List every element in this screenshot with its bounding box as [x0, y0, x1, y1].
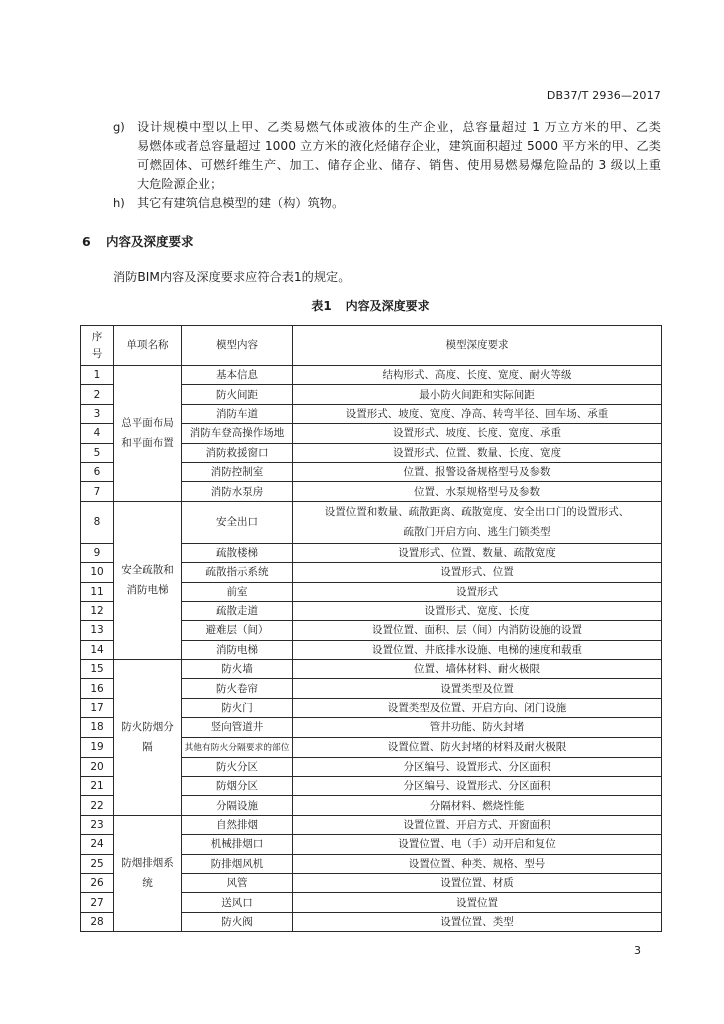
row-number-cell [81, 424, 114, 443]
model-content-cell [182, 854, 293, 873]
row-number-cell [81, 462, 114, 481]
row-number: 4 [93, 427, 101, 440]
model-content-cell [182, 679, 293, 698]
standard-code: DB37/T 2936—2017 [546, 89, 661, 102]
model-content: 安全出口 [216, 516, 258, 529]
model-content: 消防水泵房 [210, 485, 264, 498]
row-number: 28 [90, 915, 104, 928]
row-number: 27 [90, 896, 104, 909]
model-content: 防火门 [221, 702, 253, 715]
row-number: 14 [90, 643, 104, 656]
depth-requirement: 设置位置、面积、层（间）内消防设施的设置 [371, 624, 582, 637]
depth-requirement: 设置位置和数量、疏散距离、疏散宽度、安全出口门的设置形式、疏散门开启方向、逃生门锁类型 [324, 505, 630, 539]
model-content-cell [182, 873, 293, 892]
row-number: 12 [90, 605, 104, 618]
depth-requirement: 设置位置、材质 [440, 877, 514, 890]
depth-requirement: 设置位置、防火封堵的材料及耐火极限 [387, 741, 567, 754]
row-number: 17 [90, 702, 104, 715]
row-number-cell [81, 737, 114, 757]
list-item-line: 其它有建筑信息模型的建（构）筑物。 [137, 196, 345, 210]
depth-requirement-cell [293, 873, 662, 892]
list-item-line: 设计规模中型以上甲、乙类易燃气体或液体的生产企业，总容量超过 1 万立方米的甲、乙类 [137, 120, 661, 134]
row-number-cell [81, 873, 114, 892]
list-item-h [113, 194, 661, 213]
depth-requirement: 设置形式、坡度、宽度、净高、转弯半径、回车场、承重 [345, 407, 609, 420]
model-content: 消防车道 [216, 407, 258, 420]
row-number: 16 [90, 682, 104, 695]
depth-requirement-cell [293, 366, 662, 385]
column-header-item [114, 326, 182, 366]
item-name: 总平面布局和平面布置 [121, 417, 174, 450]
depth-requirement-cell [293, 679, 662, 698]
model-content: 消防救援窗口 [205, 446, 269, 459]
model-content: 疏散楼梯 [216, 546, 258, 559]
table-title: 内容及深度要求 [345, 299, 430, 313]
depth-requirement-cell [293, 482, 662, 501]
model-content: 自然排烟 [216, 819, 258, 831]
depth-requirement: 结构形式、高度、长度、宽度、耐火等级 [382, 369, 572, 382]
row-number-cell [81, 601, 114, 620]
column-header-no-label: 序号 [91, 330, 103, 360]
depth-requirement-cell [293, 601, 662, 620]
row-number-cell [81, 366, 114, 385]
row-number-cell [81, 443, 114, 462]
depth-requirement-cell [293, 582, 662, 601]
table-label: 表1 [311, 299, 332, 313]
table-row [81, 815, 662, 834]
model-content-cell [182, 621, 293, 640]
depth-requirement-cell [293, 660, 662, 679]
depth-requirement-cell [293, 698, 662, 717]
depth-requirement-cell [293, 424, 662, 443]
depth-requirement-cell [293, 621, 662, 640]
column-header-depth-label: 模型深度要求 [445, 339, 509, 351]
depth-requirement-cell [293, 543, 662, 562]
model-content: 消防车登高操作场地 [189, 427, 285, 440]
list-marker: h) [113, 196, 125, 210]
depth-requirement: 分区编号、设置形式、分区面积 [403, 780, 551, 793]
row-number: 25 [90, 857, 104, 870]
model-content: 其他有防火分隔要求的部位 [184, 742, 290, 753]
row-number-cell [81, 385, 114, 404]
model-content-cell [182, 404, 293, 423]
model-content: 疏散走道 [216, 605, 258, 618]
model-content-cell [182, 737, 293, 757]
item-name: 安全疏散和消防电梯 [121, 564, 174, 597]
row-number: 9 [93, 546, 101, 559]
depth-requirement-cell [293, 777, 662, 796]
depth-requirement: 设置形式、位置、数量、长度、宽度 [392, 446, 561, 459]
row-number-cell [81, 404, 114, 423]
item-name-cell [114, 501, 182, 659]
column-header-depth [293, 326, 662, 366]
requirements-table-wrapper [80, 325, 662, 932]
model-content-cell [182, 640, 293, 659]
item-name: 防火防烟分隔 [121, 721, 174, 754]
section-number: 6 [82, 234, 91, 249]
table-row [81, 660, 662, 679]
depth-requirement: 设置类型及位置、开启方向、闭门设施 [387, 702, 567, 715]
model-content: 竖向管道井 [210, 721, 264, 734]
row-number: 11 [90, 585, 104, 598]
model-content: 避难层（间） [205, 624, 269, 637]
row-number-cell [81, 582, 114, 601]
depth-requirement: 位置、报警设备规格型号及参数 [403, 466, 551, 479]
depth-requirement: 设置形式、位置、数量、疏散宽度 [398, 546, 556, 559]
model-content: 风管 [226, 877, 248, 890]
model-content-cell [182, 698, 293, 717]
depth-requirement-cell [293, 737, 662, 757]
depth-requirement: 设置位置、类型 [440, 915, 514, 928]
model-content: 防火阀 [221, 915, 253, 928]
model-content: 消防电梯 [216, 643, 258, 656]
model-content: 防烟分区 [216, 780, 258, 793]
model-content-cell [182, 796, 293, 815]
row-number-cell [81, 482, 114, 501]
model-content-cell [182, 501, 293, 543]
model-content-cell [182, 443, 293, 462]
row-number-cell [81, 660, 114, 679]
model-content-cell [182, 563, 293, 582]
model-content-cell [182, 385, 293, 404]
model-content: 分隔设施 [216, 799, 258, 812]
row-number: 13 [90, 624, 104, 637]
table-row [81, 501, 662, 543]
row-number-cell [81, 640, 114, 659]
model-content: 防火间距 [216, 388, 258, 401]
row-number: 6 [93, 466, 101, 479]
row-number: 18 [90, 721, 104, 734]
row-number-cell [81, 698, 114, 717]
row-number-cell [81, 796, 114, 815]
model-content: 机械排烟口 [210, 838, 264, 851]
item-name-cell [114, 660, 182, 816]
row-number: 3 [93, 407, 101, 420]
model-content: 防火分区 [216, 760, 258, 773]
row-number: 15 [90, 663, 104, 676]
model-content-cell [182, 815, 293, 834]
item-name-cell [114, 815, 182, 931]
model-content-cell [182, 424, 293, 443]
row-number-cell [81, 621, 114, 640]
model-content-cell [182, 757, 293, 776]
row-number: 2 [93, 388, 101, 401]
depth-requirement-cell [293, 563, 662, 582]
depth-requirement: 分隔材料、燃烧性能 [429, 799, 525, 812]
section-heading [80, 232, 194, 251]
depth-requirement-cell [293, 443, 662, 462]
model-content: 防火墙 [221, 663, 253, 676]
depth-requirement: 设置形式、宽度、长度 [424, 605, 530, 618]
depth-requirement: 设置位置、开启方式、开窗面积 [403, 819, 551, 831]
model-content-cell [182, 462, 293, 481]
depth-requirement: 设置类型及位置 [440, 682, 514, 695]
model-content: 防火卷帘 [216, 682, 258, 695]
depth-requirement-cell [293, 640, 662, 659]
column-header-content-label: 模型内容 [216, 339, 258, 351]
model-content: 前室 [226, 585, 248, 598]
column-header-no [81, 326, 114, 366]
model-content-cell [182, 660, 293, 679]
model-content-cell [182, 912, 293, 931]
row-number-cell [81, 501, 114, 543]
depth-requirement-cell [293, 815, 662, 834]
section-title: 内容及深度要求 [106, 234, 194, 249]
depth-requirement: 设置形式、坡度、长度、宽度、承重 [392, 427, 561, 440]
page-number: 3 [634, 944, 641, 957]
column-header-content [182, 326, 293, 366]
row-number-cell [81, 679, 114, 698]
model-content: 送风口 [221, 896, 253, 909]
model-content: 防排烟风机 [210, 857, 264, 870]
model-content-cell [182, 582, 293, 601]
depth-requirement: 管井功能、防火封堵 [429, 721, 525, 734]
model-content-cell [182, 543, 293, 562]
row-number: 19 [90, 741, 104, 754]
depth-requirement: 设置位置、种类、规格、型号 [408, 857, 546, 870]
row-number-cell [81, 757, 114, 776]
depth-requirement-cell [293, 404, 662, 423]
model-content: 消防控制室 [210, 466, 264, 479]
depth-requirement: 位置、墙体材料、耐火极限 [413, 663, 540, 676]
list-item-line: 易燃体或者总容量超过 1000 立方米的液化烃储存企业，建筑面积超过 5000 平方米的甲、乙类 [137, 139, 661, 153]
depth-requirement-cell [293, 796, 662, 815]
row-number-cell [81, 543, 114, 562]
row-number: 23 [90, 819, 104, 831]
table-body [81, 366, 662, 932]
row-number-cell [81, 718, 114, 737]
model-content-cell [182, 893, 293, 912]
model-content-cell [182, 718, 293, 737]
depth-requirement: 分区编号、设置形式、分区面积 [403, 760, 551, 773]
table-row [81, 366, 662, 385]
list-item-g [113, 118, 661, 194]
row-number: 21 [90, 780, 104, 793]
item-name: 防烟排烟系统 [121, 857, 174, 890]
model-content-cell [182, 835, 293, 854]
depth-requirement: 最小防火间距和实际间距 [419, 388, 535, 401]
model-content-cell [182, 777, 293, 796]
depth-requirement-cell [293, 912, 662, 931]
depth-requirement: 设置形式 [455, 585, 498, 598]
requirement-list [113, 118, 661, 213]
row-number-cell [81, 893, 114, 912]
depth-requirement-cell [293, 385, 662, 404]
depth-requirement-cell [293, 718, 662, 737]
row-number: 8 [93, 516, 101, 529]
row-number: 1 [93, 369, 101, 382]
row-number: 24 [90, 838, 104, 851]
model-content-cell [182, 601, 293, 620]
row-number: 7 [93, 485, 101, 498]
depth-requirement-cell [293, 501, 662, 543]
row-number: 5 [93, 446, 101, 459]
table-header-row [81, 326, 662, 366]
requirements-table [80, 325, 662, 932]
row-number-cell [81, 777, 114, 796]
model-content-cell [182, 366, 293, 385]
list-marker: g) [113, 120, 125, 134]
model-content: 疏散指示系统 [205, 566, 269, 579]
intro-paragraph: 消防BIM内容及深度要求应符合表1的规定。 [113, 270, 351, 284]
item-name-cell [114, 366, 182, 502]
row-number-cell [81, 912, 114, 931]
depth-requirement-cell [293, 893, 662, 912]
row-number-cell [81, 854, 114, 873]
list-item-line: 可燃固体、可燃纤维生产、加工、储存企业、储存、销售、使用易燃易爆危险品的 3 级以上重 [137, 158, 661, 172]
row-number: 22 [90, 799, 104, 812]
depth-requirement-cell [293, 757, 662, 776]
depth-requirement: 设置形式、位置 [440, 566, 514, 579]
row-number-cell [81, 815, 114, 834]
depth-requirement-cell [293, 835, 662, 854]
row-number: 20 [90, 760, 104, 773]
depth-requirement-cell [293, 854, 662, 873]
row-number: 10 [90, 566, 104, 579]
row-number-cell [81, 835, 114, 854]
row-number: 26 [90, 877, 104, 890]
depth-requirement: 设置位置、井底排水设施、电梯的速度和载重 [371, 643, 582, 656]
model-content-cell [182, 482, 293, 501]
table-caption [80, 297, 661, 316]
depth-requirement: 设置位置、电（手）动开启和复位 [398, 838, 556, 851]
list-item-line: 大危险源企业； [137, 177, 223, 191]
model-content: 基本信息 [216, 369, 258, 382]
depth-requirement-cell [293, 462, 662, 481]
column-header-item-label: 单项名称 [126, 339, 169, 351]
row-number-cell [81, 563, 114, 582]
depth-requirement: 位置、水泵规格型号及参数 [413, 485, 540, 498]
depth-requirement: 设置位置 [455, 896, 498, 909]
